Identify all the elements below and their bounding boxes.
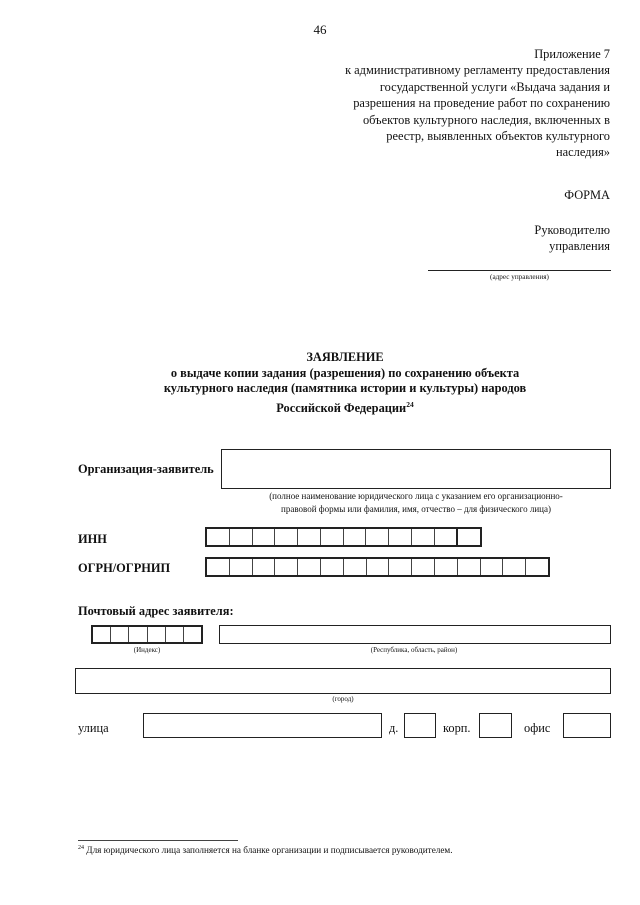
ogrn-digit-cell[interactable]	[253, 559, 276, 575]
title-heading: ЗАЯВЛЕНИЕ	[306, 350, 384, 364]
ogrn-digit-cell[interactable]	[526, 559, 548, 575]
inn-digit-cell[interactable]	[412, 529, 435, 545]
index-digit-cell[interactable]	[148, 627, 166, 642]
org-caption	[221, 490, 611, 515]
postal-address-label: Почтовый адрес заявителя:	[78, 604, 234, 618]
addressee-block	[534, 222, 610, 254]
ogrn-digit-cell[interactable]	[298, 559, 321, 575]
ogrn-digit-cell[interactable]	[321, 559, 344, 575]
postal-index-field[interactable]	[91, 625, 203, 644]
inn-digit-cell[interactable]	[366, 529, 389, 545]
inn-digit-cell[interactable]	[389, 529, 412, 545]
ogrn-digit-cell[interactable]	[230, 559, 253, 575]
inn-digit-cell[interactable]	[298, 529, 321, 545]
inn-label: ИНН	[78, 532, 107, 546]
house-label: д.	[389, 721, 399, 735]
footnote	[78, 845, 453, 855]
appendix-line: государственной услуги «Выдача задания и	[379, 79, 610, 94]
appendix-line: к административному регламенту предоставления	[345, 63, 610, 78]
addressee-line: управления	[549, 239, 610, 253]
street-field[interactable]	[143, 713, 382, 738]
appendix-line: Приложение 7	[534, 47, 610, 61]
inn-field[interactable]	[205, 527, 482, 547]
ogrn-digit-cell[interactable]	[275, 559, 298, 575]
addressee-address-line[interactable]	[428, 270, 611, 271]
inn-digit-cell[interactable]	[321, 529, 344, 545]
ogrn-digit-cell[interactable]	[344, 559, 367, 575]
ogrn-digit-cell[interactable]	[367, 559, 390, 575]
title-line: культурного наследия (памятника истории и культуры) народов	[163, 381, 527, 396]
ogrn-digit-cell[interactable]	[503, 559, 526, 575]
region-caption: (Республика, область, район)	[370, 646, 458, 654]
index-digit-cell[interactable]	[166, 627, 184, 642]
ogrn-label: ОГРН/ОГРНИП	[78, 561, 171, 575]
appendix-reference	[280, 46, 610, 161]
org-label: Организация-заявитель	[78, 462, 214, 476]
index-caption: (Индекс)	[133, 646, 161, 654]
index-digit-cell[interactable]	[111, 627, 129, 642]
inn-digit-cell[interactable]	[344, 529, 367, 545]
office-field[interactable]	[563, 713, 611, 738]
index-digit-cell[interactable]	[184, 627, 201, 642]
ogrn-digit-cell[interactable]	[412, 559, 435, 575]
ogrn-field[interactable]	[205, 557, 550, 577]
ogrn-digit-cell[interactable]	[389, 559, 412, 575]
page-number: 46	[313, 22, 327, 37]
org-caption-line: (полное наименование юридического лица с указанием его организационно-	[269, 491, 563, 501]
inn-digit-cell[interactable]	[253, 529, 276, 545]
city-caption: (город)	[332, 695, 354, 703]
inn-digit-cell[interactable]	[207, 529, 230, 545]
footnote-text: Для юридического лица заполняется на бланке организации и подписывается руководителем.	[84, 845, 453, 856]
inn-digit-cell[interactable]	[435, 529, 459, 545]
ogrn-digit-cell[interactable]	[458, 559, 481, 575]
office-label: офис	[524, 721, 551, 735]
appendix-line: реестр, выявленных объектов культурного	[386, 129, 610, 144]
addressee-address-caption: (адрес управления)	[490, 273, 549, 281]
form-label: ФОРМА	[564, 188, 610, 202]
addressee-line: Руководителю	[534, 223, 610, 237]
title-line: Российской Федерации	[276, 400, 407, 415]
inn-digit-cell[interactable]	[275, 529, 298, 545]
footnote-mark: 24	[78, 845, 84, 851]
region-field[interactable]	[219, 625, 611, 644]
building-field[interactable]	[479, 713, 512, 738]
street-label: улица	[78, 721, 109, 735]
inn-digit-cell[interactable]	[230, 529, 253, 545]
title-line: о выдаче копии задания (разрешения) по сохранению объекта	[170, 365, 520, 380]
ogrn-digit-cell[interactable]	[207, 559, 230, 575]
appendix-line: разрешения на проведение работ по сохранению	[353, 96, 610, 111]
footnote-separator	[78, 840, 238, 841]
house-field[interactable]	[404, 713, 436, 738]
document-title	[90, 350, 600, 417]
footnote-mark: 24	[406, 399, 414, 409]
building-label: корп.	[443, 721, 471, 735]
index-digit-cell[interactable]	[129, 627, 147, 642]
title-line-with-mark	[90, 397, 600, 417]
city-field[interactable]	[75, 668, 611, 694]
org-caption-line: правовой формы или фамилия, имя, отчество – для физического лица)	[281, 503, 551, 514]
inn-digit-cell[interactable]	[458, 529, 480, 545]
appendix-line: объектов культурного наследия, включенных в	[362, 112, 610, 127]
ogrn-digit-cell[interactable]	[481, 559, 504, 575]
appendix-line: наследия»	[556, 145, 610, 160]
ogrn-digit-cell[interactable]	[435, 559, 458, 575]
index-digit-cell[interactable]	[93, 627, 111, 642]
org-name-field[interactable]	[221, 449, 611, 489]
